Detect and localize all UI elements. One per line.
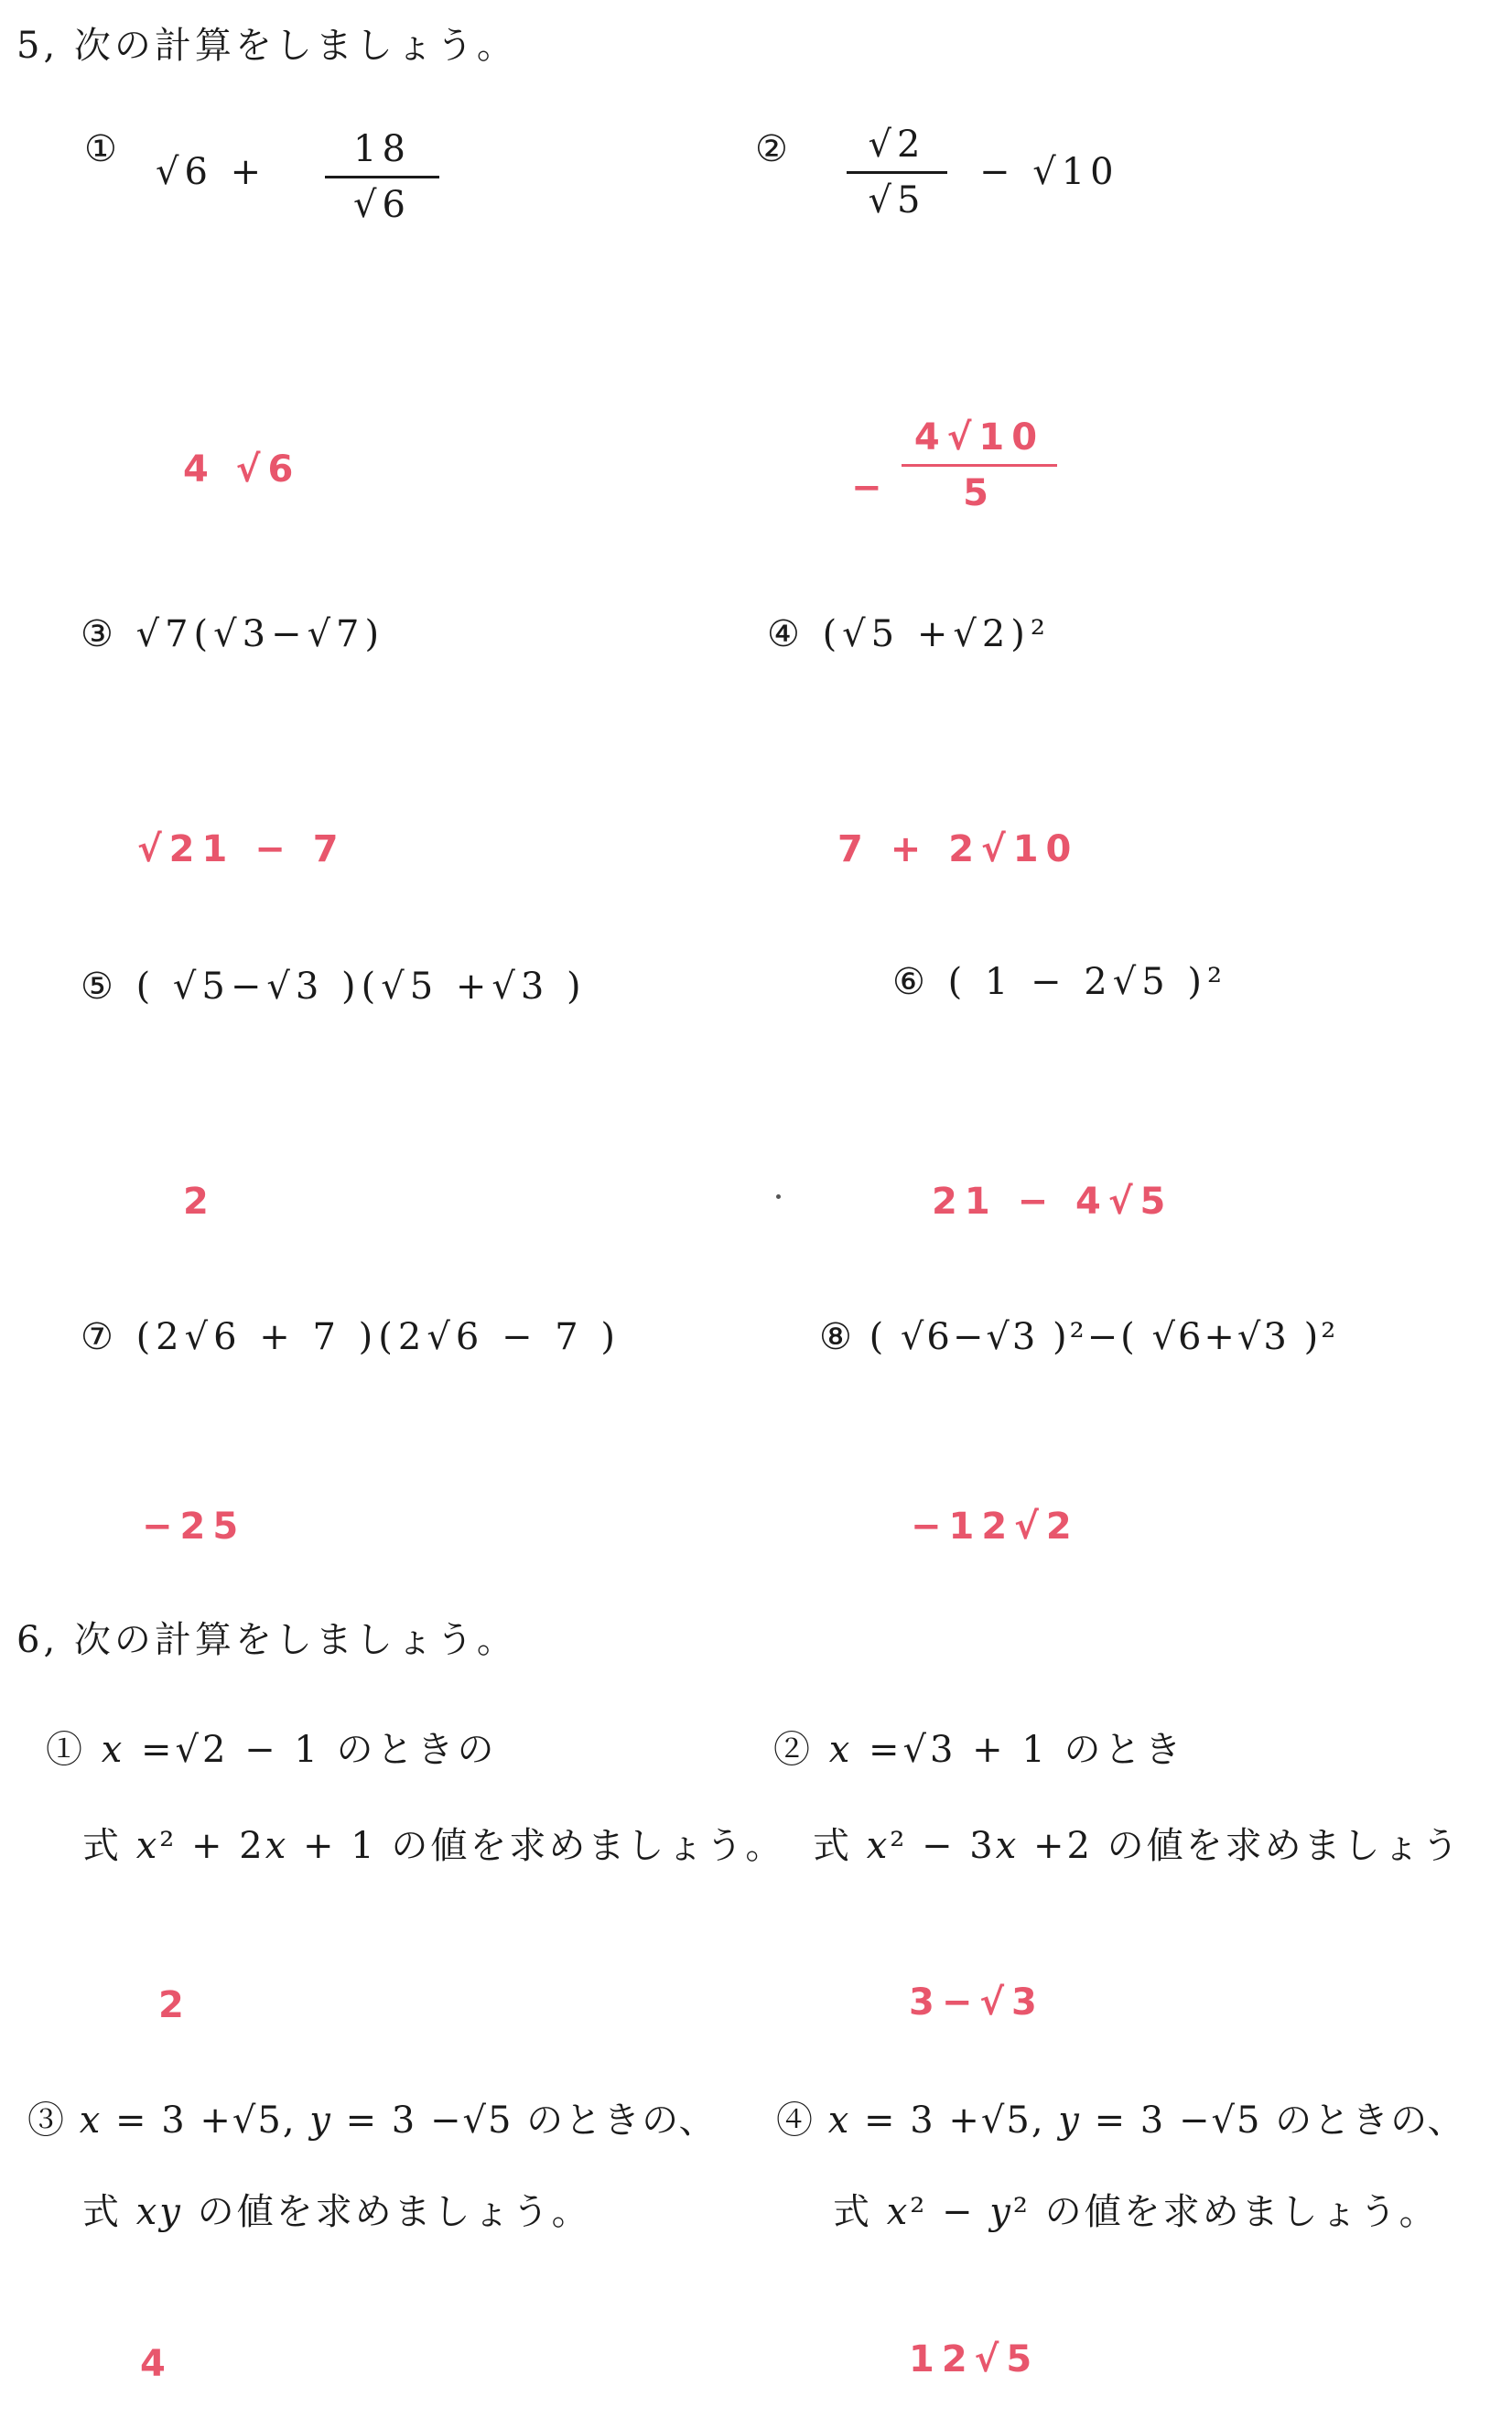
answer-6-3: 4 xyxy=(140,2343,173,2385)
problem-6-4-condition: ④ 𝑥 = 3 +√5, 𝑦 = 3 −√5 のときの、 xyxy=(776,2100,1466,2142)
problem-5-7: ⑦ (2√6 + 7 )(2√6 − 7 ) xyxy=(81,1316,621,1358)
answer-5-2-sign: − xyxy=(851,467,890,509)
section-6-title: 6, 次の計算をしましょう。 xyxy=(16,1619,517,1661)
answer-5-1: 4 √6 xyxy=(183,448,301,491)
fraction-numerator: √2 xyxy=(868,124,926,166)
fraction-numerator: 4√10 xyxy=(913,416,1045,459)
problem-6-4-expression: 式 𝑥² − 𝑦² の値を求めましょう。 xyxy=(833,2191,1439,2233)
fraction-bar xyxy=(902,464,1057,467)
answer-5-3: √21 − 7 xyxy=(137,828,346,870)
problem-5-3: ③ √7(√3−√7) xyxy=(81,613,385,655)
fraction-numerator: 18 xyxy=(353,128,411,170)
answer-6-4: 12√5 xyxy=(909,2338,1040,2380)
answer-5-4: 7 + 2√10 xyxy=(837,828,1079,870)
problem-6-1-condition: ① 𝑥 =√2 − 1 のときの xyxy=(46,1729,498,1771)
problem-5-6: ⑥ ( 1 − 2√5 )² xyxy=(892,961,1228,1003)
problem-5-1-term: √6 + xyxy=(156,151,267,193)
problem-5-5: ⑤ ( √5−√3 )(√5 +√3 ) xyxy=(81,966,587,1008)
problem-5-8: ⑧ ( √6−√3 )²−( √6+√3 )² xyxy=(819,1316,1339,1358)
problem-6-2-expression: 式 𝑥² − 3𝑥 +2 の値を求めましょう xyxy=(813,1825,1462,1867)
section-5-title: 5, 次の計算をしましょう。 xyxy=(16,25,517,67)
answer-5-8: −12√2 xyxy=(911,1506,1079,1548)
problem-5-2-term: − √10 xyxy=(979,151,1119,193)
fraction-denominator: √6 xyxy=(353,184,411,226)
answer-5-7: −25 xyxy=(142,1506,246,1548)
problem-5-4: ④ (√5 +√2)² xyxy=(767,613,1051,655)
answer-5-5: 2 xyxy=(183,1181,216,1223)
problem-5-2-number: ② xyxy=(755,128,794,170)
fraction-bar xyxy=(325,176,439,178)
problem-6-3-expression: 式 𝑥𝑦 の値を求めましょう。 xyxy=(82,2191,591,2233)
answer-6-2: 3−√3 xyxy=(909,1981,1044,2024)
problem-5-1-number: ① xyxy=(84,128,123,170)
problem-5-2-fraction xyxy=(847,124,947,221)
problem-6-1-expression: 式 𝑥² + 2𝑥 + 1 の値を求めましょう。 xyxy=(82,1825,785,1867)
stray-dot xyxy=(776,1194,781,1199)
fraction-denominator: √5 xyxy=(868,179,926,221)
problem-6-2-condition: ② 𝑥 =√3 + 1 のとき xyxy=(773,1729,1185,1771)
problem-6-3-condition: ③ 𝑥 = 3 +√5, 𝑦 = 3 −√5 のときの、 xyxy=(27,2100,718,2142)
fraction-denominator: 5 xyxy=(963,472,996,514)
answer-5-6: 21 − 4√5 xyxy=(932,1181,1173,1223)
answer-6-1: 2 xyxy=(158,1984,191,2026)
answer-5-2-fraction xyxy=(902,416,1057,514)
fraction-bar xyxy=(847,171,947,174)
problem-5-1-fraction xyxy=(325,128,439,226)
